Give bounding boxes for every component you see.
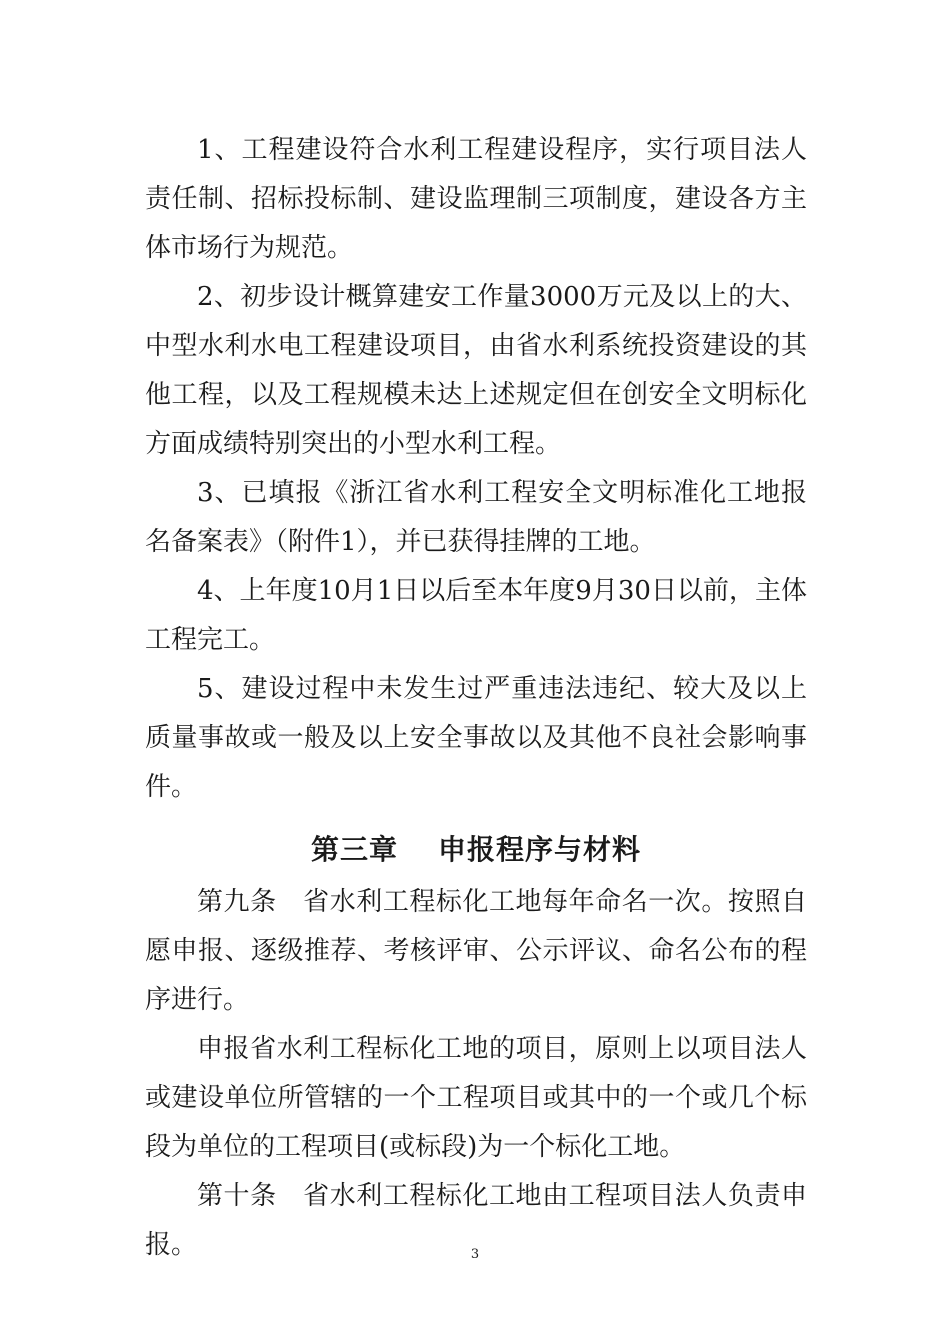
chapter-title: 申报程序与材料 [438,833,642,866]
article-ten: 第十条 省水利工程标化工地由工程项目法人负责申报。 [145,1181,807,1260]
article-nine-detail: 申报省水利工程标化工地的项目，原则上以项目法人或建设单位所管辖的一个工程项目或其中的一个或几个标段为单位的工程项目(或标段)为一个标化工地。 [145,1034,807,1162]
page-number: 3 [470,1247,480,1262]
chapter-heading [145,822,807,878]
article-nine: 第九条 省水利工程标化工地每年命名一次。按照自愿申报、逐级推荐、考核评审、公示评议、命名公布的程序进行。 [145,887,807,1015]
paragraph-item-2: 2、初步设计概算建安工作量3000万元及以上的大、中型水利水电工程建设项目，由省水利系统投资建设的其他工程，以及工程规模未达上述规定但在创安全文明标化方面成绩特别突出的小型水利工程。 [145,282,807,459]
paragraph-item-4: 4、上年度10月1日以后至本年度9月30日以前，主体工程完工。 [145,576,807,655]
document-body [145,126,807,1270]
chapter-number: 第三章 [310,833,398,866]
paragraph-item-5: 5、建设过程中未发生过严重违法违纪、较大及以上质量事故或一般及以上安全事故以及其他不良社会影响事件。 [145,674,807,802]
paragraph-item-3: 3、已填报《浙江省水利工程安全文明标准化工地报名备案表》（附件1），并已获得挂牌的工地。 [145,478,807,557]
paragraph-item-1: 1、工程建设符合水利工程建设程序，实行项目法人责任制、招标投标制、建设监理制三项制度，建设各方主体市场行为规范。 [145,135,807,263]
